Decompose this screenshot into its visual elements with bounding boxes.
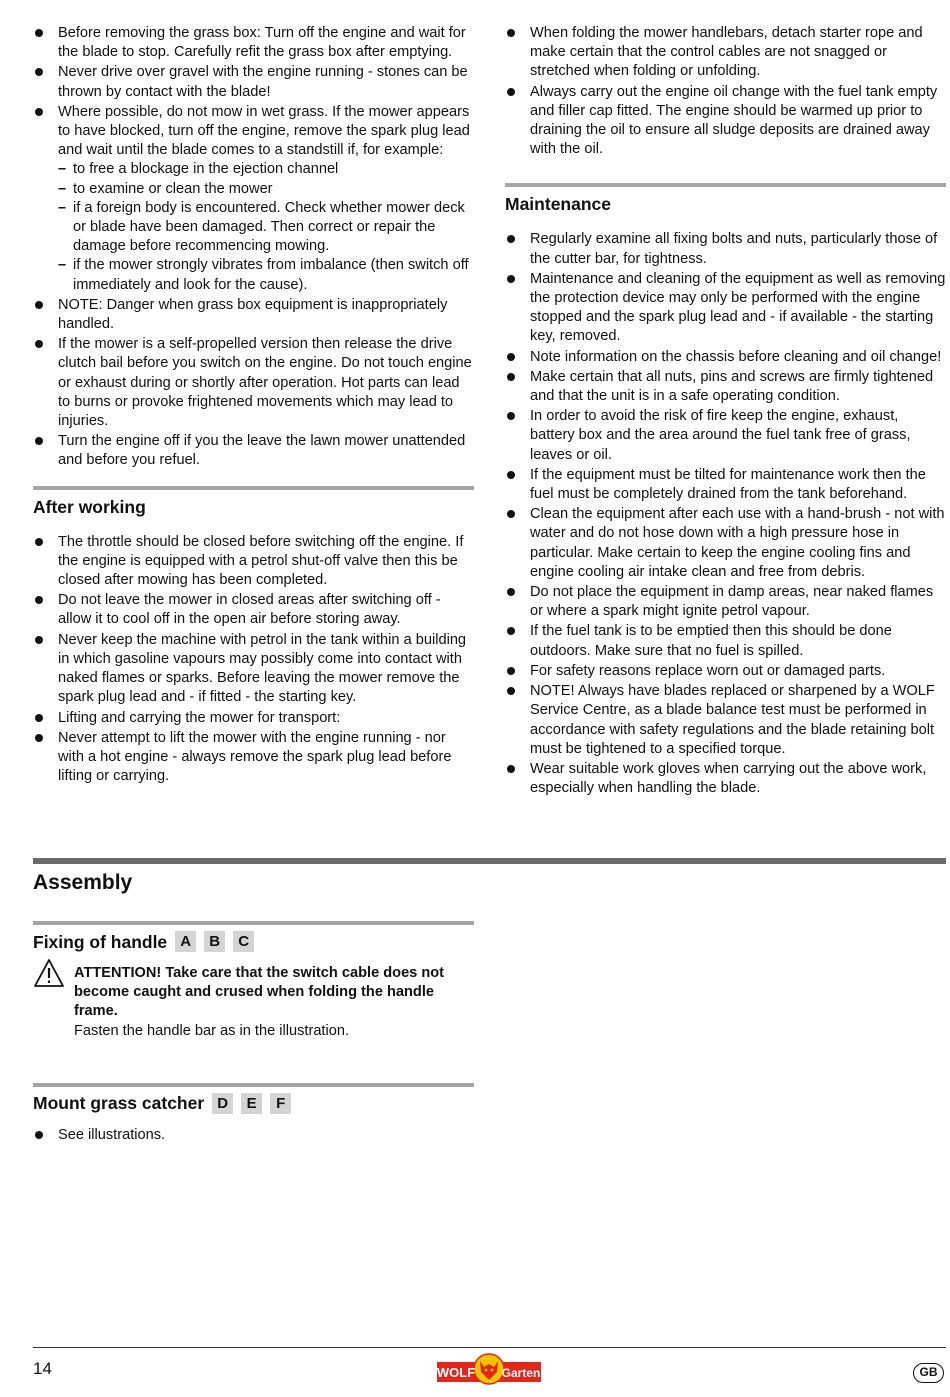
- list-item: For safety reasons replace worn out or damaged parts.: [505, 662, 946, 681]
- list-item: When folding the mower handlebars, detach starter rope and make certain that the control cables are not snagged or stretched when folding or unfolding.: [505, 24, 946, 82]
- grass-catcher-list: [33, 1126, 474, 1145]
- maintenance-list: [505, 230, 946, 798]
- after-working-divider: [33, 486, 474, 490]
- assembly-heading: Assembly: [33, 871, 133, 894]
- list-item: Do not place the equipment in damp areas, near naked flames or where a spark might ignite petrol vapour.: [505, 583, 946, 621]
- list-item: NOTE! Always have blades replaced or sharpened by a WOLF Service Centre, as a blade balance test must be performed in accordance with safety regulations and the blade retaining bolt must be tightened to a specified torque.: [505, 682, 946, 759]
- grass-catcher-divider: [33, 1083, 474, 1087]
- warning-triangle-icon: [33, 958, 65, 988]
- list-item: Clean the equipment after each use with a hand-brush - not with water and do not hose down with a high pressure hose in particular. Make certain to keep the engine cooling fins and engine cooling air intake clean and free from debris.: [505, 505, 946, 582]
- list-item: Never drive over gravel with the engine running - stones can be thrown by contact with the blade!: [33, 63, 474, 101]
- list-item: Do not leave the mower in closed areas after switching off - allow it to cool off in the open air before storing away.: [33, 591, 474, 629]
- list-item: Lifting and carrying the mower for transport:: [33, 709, 474, 728]
- right-intro-list: [505, 24, 946, 159]
- list-item: Never keep the machine with petrol in the tank within a building in which gasoline vapours may possibly come into contact with naked flames or sparks. Before leaving the mower remove the spark plug lead and - if fitted - the starting key.: [33, 631, 474, 708]
- list-item: Note information on the chassis before cleaning and oil change!: [505, 348, 946, 367]
- list-item: If the mower is a self-propelled version then release the drive clutch bail before you switch on the engine. Do not touch engine or exhaust during or shortly after operation. Hot parts can lead to burns or provoke frightened movements which may lead to injuries.: [33, 335, 474, 431]
- list-item: If the equipment must be tilted for maintenance work then the fuel must be completely drained from the tank beforehand.: [505, 466, 946, 504]
- sub-list-item: – if a foreign body is encountered. Check whether mower deck or blade have been damaged. Then correct or repair the damage before recommencing mowing.: [58, 199, 474, 257]
- list-item: The throttle should be closed before switching off the engine. If the engine is equipped with a petrol shut-off valve then this be closed after mowing has been completed.: [33, 533, 474, 591]
- left-column: [33, 24, 474, 787]
- right-column: [505, 24, 946, 799]
- grass-catcher-heading: [33, 1093, 474, 1114]
- attention-warning-text: ATTENTION! Take care that the switch cable does not become caught and crused when folding the handle frame.: [74, 965, 445, 1020]
- list-item: NOTE: Danger when grass box equipment is inappropriately handled.: [33, 296, 474, 334]
- list-item: Regularly examine all fixing bolts and nuts, particularly those of the cutter bar, for tightness.: [505, 230, 946, 268]
- sub-list-item: – to examine or clean the mower: [58, 180, 474, 199]
- figure-tag: C: [233, 931, 254, 952]
- list-item: Make certain that all nuts, pins and screws are firmly tightened and that the unit is in a safe operating condition.: [505, 368, 946, 406]
- list-item: Always carry out the engine oil change with the fuel tank empty and filler cap fitted. The engine should be warmed up prior to draining the oil to ensure all sludge deposits are drained away with the oil.: [505, 83, 946, 160]
- list-item: [33, 103, 474, 295]
- list-item: See illustrations.: [33, 1126, 474, 1145]
- left-intro-list: [33, 24, 474, 471]
- fixing-handle-divider: [33, 921, 474, 925]
- list-item: Turn the engine off if you the leave the lawn mower unattended and before you refuel.: [33, 432, 474, 470]
- footer-divider: [33, 1347, 946, 1348]
- list-item: In order to avoid the risk of fire keep the engine, exhaust, battery box and the area around the fuel tank free of grass, leaves or oil.: [505, 407, 946, 465]
- maintenance-heading: Maintenance: [505, 194, 611, 215]
- list-item: Wear suitable work gloves when carrying out the above work, especially when handling the blade.: [505, 760, 946, 798]
- grass-catcher-section: [33, 1083, 474, 1145]
- wolf-garten-logo: [437, 1352, 541, 1386]
- wet-grass-sublist: [58, 160, 474, 294]
- attention-note: [33, 964, 474, 1041]
- assembly-divider: [33, 858, 946, 864]
- list-item-text: Where possible, do not mow in wet grass. If the mower appears to have blocked, turn off the engine, remove the spark plug lead and wait until the blade comes to a standstill if, for example:: [58, 103, 470, 159]
- fixing-handle-title: Fixing of handle: [33, 931, 168, 952]
- fixing-handle-section: [33, 921, 474, 1041]
- grass-catcher-title: Mount grass catcher: [33, 1093, 205, 1114]
- figure-tag: E: [241, 1093, 262, 1114]
- language-badge: GB: [913, 1363, 944, 1383]
- list-item: Before removing the grass box: Turn off the engine and wait for the blade to stop. Carefully refit the grass box after emptying.: [33, 24, 474, 62]
- sub-list-item: – to free a blockage in the ejection channel: [58, 160, 474, 179]
- fixing-handle-heading: [33, 931, 474, 952]
- list-item: If the fuel tank is to be emptied then this should be done outdoors. Make sure that no fuel is spilled.: [505, 622, 946, 660]
- list-item: Maintenance and cleaning of the equipment as well as removing the protection device may only be performed with the engine stopped and the spark plug lead and - if available - the starting key, removed.: [505, 270, 946, 347]
- sub-list-item: – if the mower strongly vibrates from imbalance (then switch off immediately and look for the cause).: [58, 256, 474, 294]
- after-working-list: [33, 533, 474, 787]
- figure-tag: D: [212, 1093, 233, 1114]
- figure-tag: B: [204, 931, 225, 952]
- page-number: 14: [33, 1359, 52, 1378]
- list-item: Never attempt to lift the mower with the engine running - nor with a hot engine - always remove the spark plug lead before lifting or carrying.: [33, 729, 474, 787]
- assembly-section: [33, 858, 946, 1146]
- after-working-heading: After working: [33, 496, 146, 517]
- logo-wolf-text: WOLF: [437, 1365, 476, 1380]
- logo-garten-text: Garten: [501, 1366, 541, 1380]
- figure-tag: A: [175, 931, 196, 952]
- attention-instruction-text: Fasten the handle bar as in the illustration.: [74, 1022, 350, 1039]
- figure-tag: F: [270, 1093, 291, 1114]
- maintenance-divider: [505, 183, 946, 187]
